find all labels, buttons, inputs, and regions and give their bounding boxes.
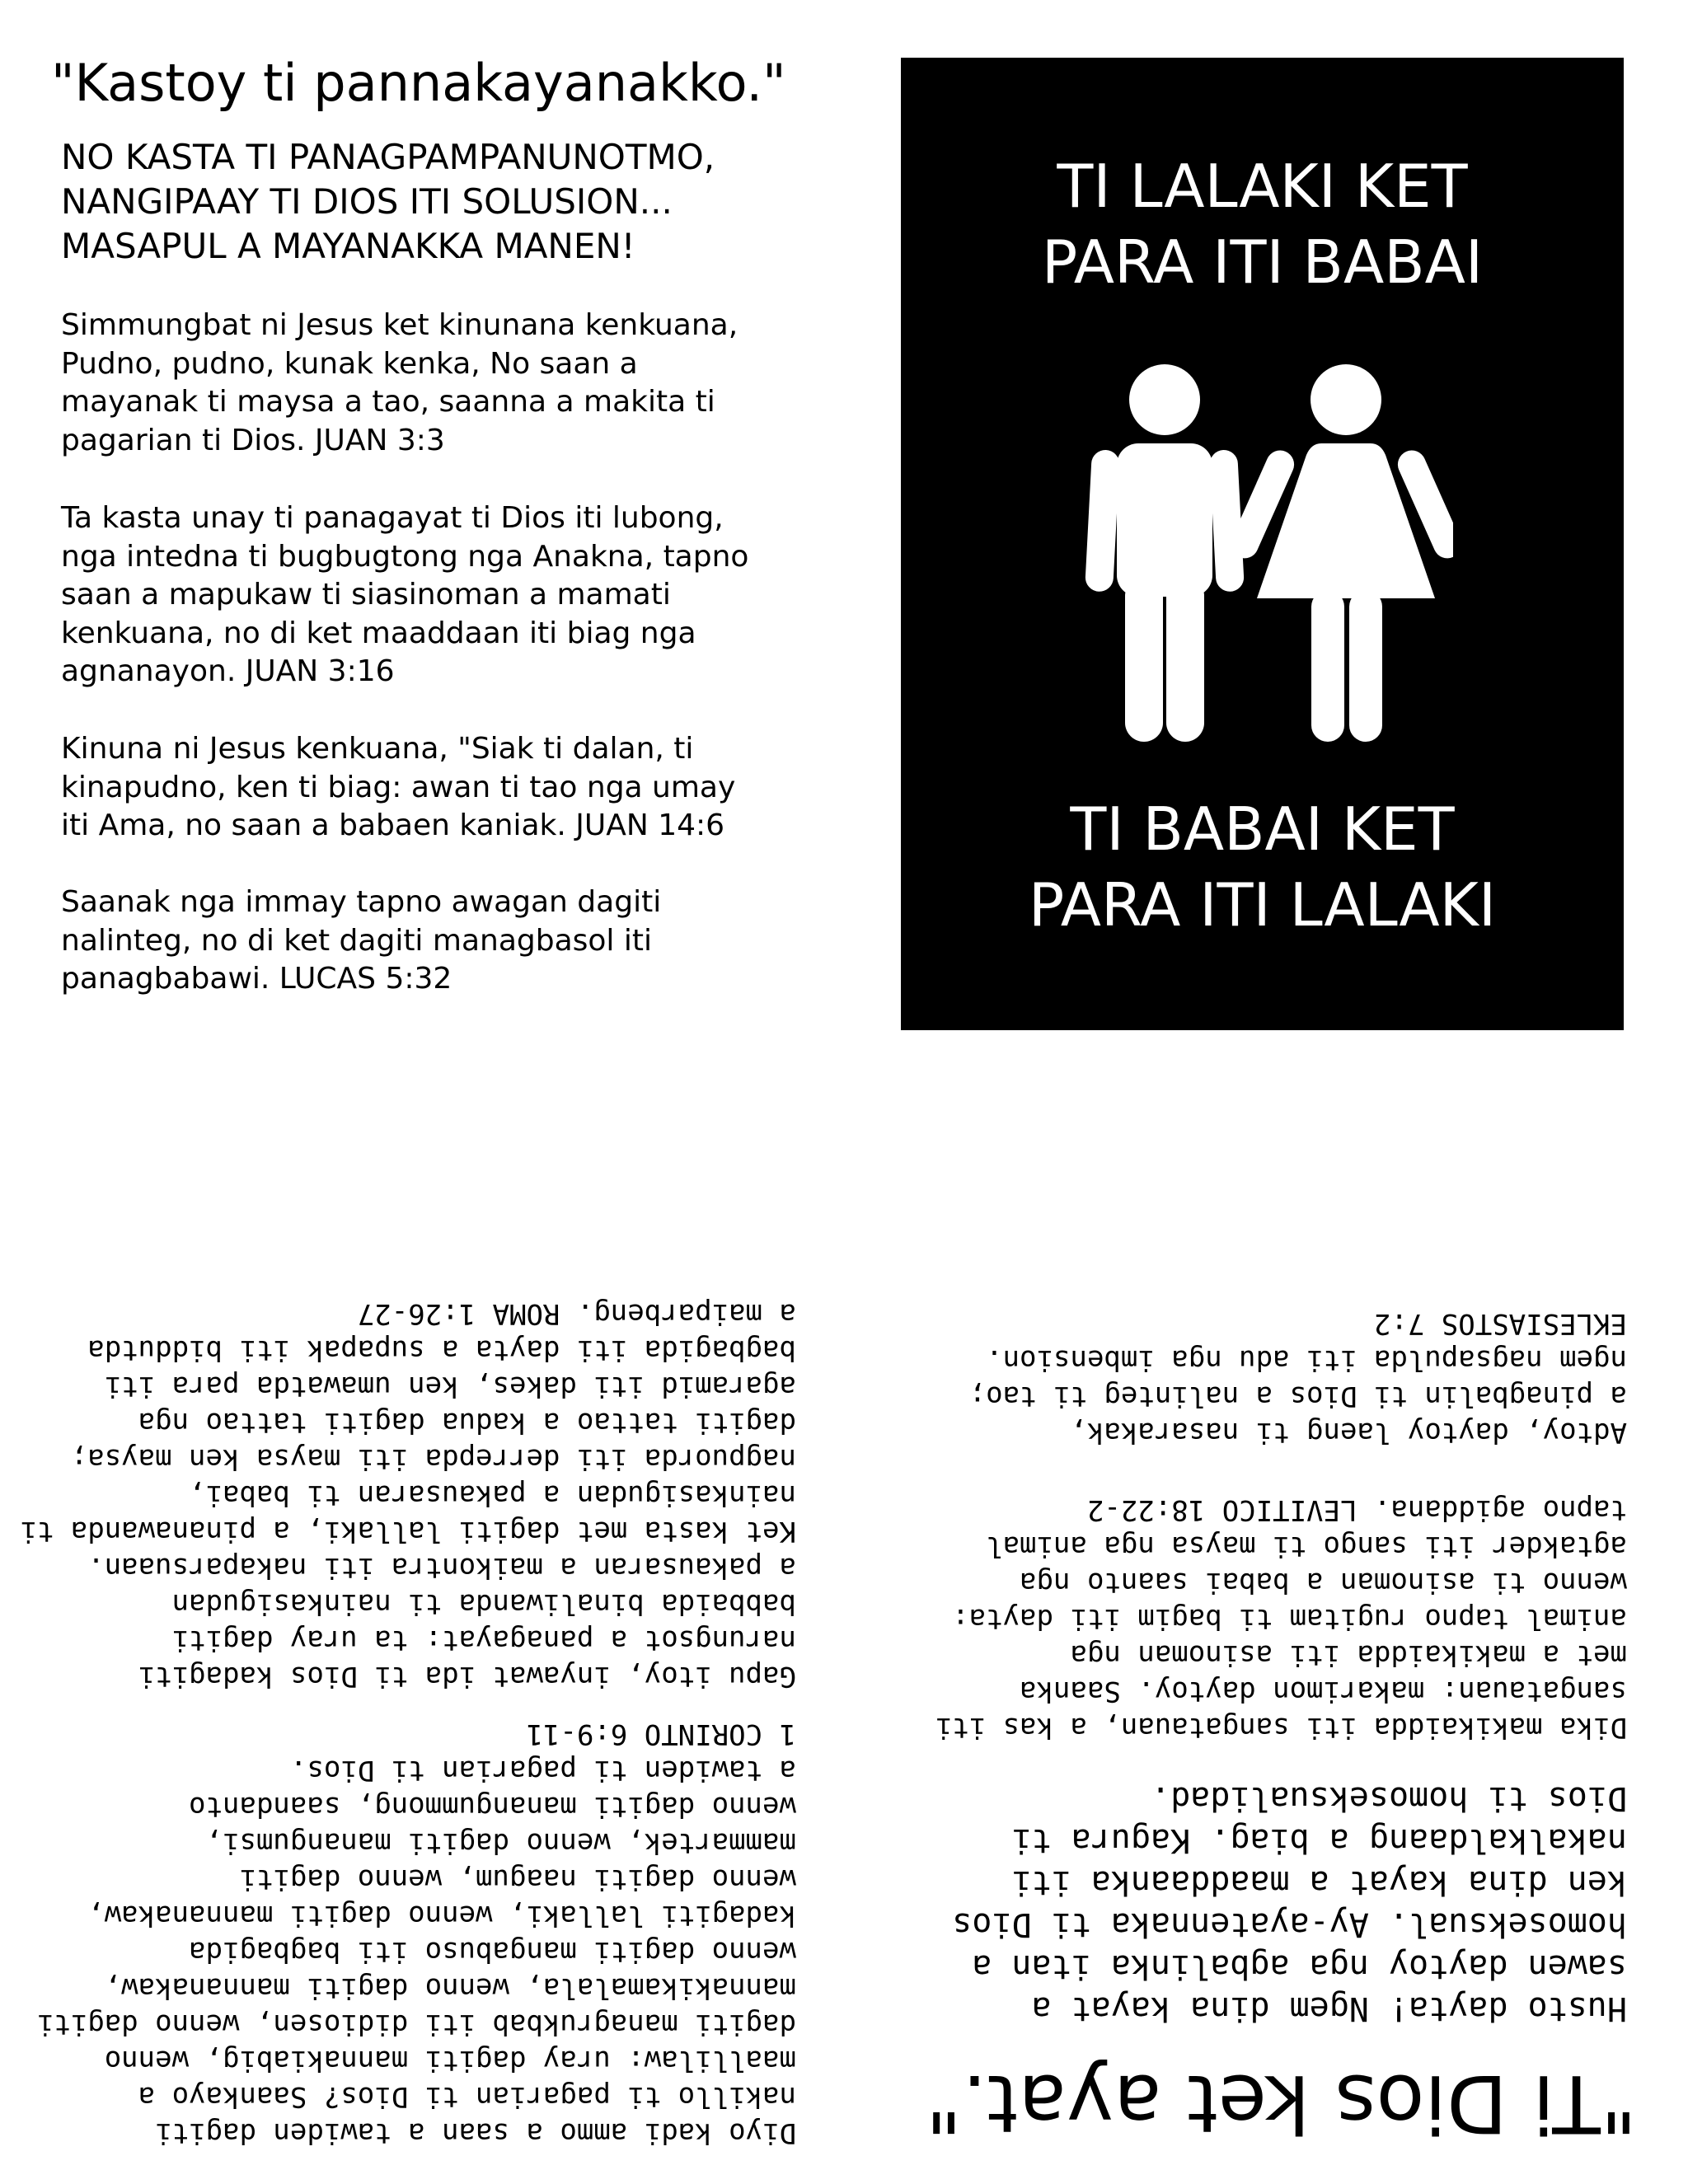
verse-line: Dika makikaidda iti sangatauan, a kas iti bbox=[935, 1711, 1627, 1744]
verse-line: dagiti managrukbab iti didiosen, wenno dagiti bbox=[36, 2008, 796, 2041]
verse-line: mayanak ti maysa a tao, saanna a makita ti bbox=[61, 385, 715, 419]
verse-line: a pinagbalin ti Dios a nalinteg ti tao; bbox=[968, 1380, 1627, 1413]
verse-line: ngem nagsapulda iti adu nga imbension. bbox=[986, 1343, 1627, 1376]
verse-juan-14-6 bbox=[61, 730, 735, 846]
verse-juan-3-3 bbox=[61, 307, 738, 460]
verse-line: narungsot a panagayat: ta uray dagiti bbox=[171, 1624, 796, 1657]
verse-1-corinto bbox=[37, 1716, 796, 2151]
heading-line: NANGIPAAY TI DIOS ITI SOLUSION... bbox=[61, 181, 673, 222]
verse-line: Simmungbat ni Jesus ket kinunana kenkuana, bbox=[61, 308, 738, 342]
poster-line: TI BABAI KET bbox=[1070, 794, 1455, 864]
verse-line: agtakder iti sango ti maysa nga animal bbox=[986, 1530, 1627, 1563]
lead-line: Husto dayta! Ngem dina kayat a bbox=[1031, 1990, 1627, 2027]
verse-levitico bbox=[935, 1492, 1627, 1746]
verse-line: Kinuna ni Jesus kenkuana, "Siak ti dalan, ti bbox=[61, 732, 694, 766]
verse-line: wenno dagiti manangummong, saandanto bbox=[189, 1790, 796, 1823]
lead-line: homoseksual. Ay-ayatennaka ti Dios bbox=[952, 1905, 1627, 1943]
verse-roma bbox=[20, 1296, 796, 1694]
verse-line: nakillo ti pagarian ti Dios? Saankayo a bbox=[138, 2080, 796, 2113]
verse-line: a maiparbeng. ROMA 1:26-27 bbox=[357, 1297, 796, 1330]
verse-line: Diyo kadi ammo a saan a tawiden dagiti bbox=[155, 2116, 796, 2149]
poster-line: TI LALAKI KET bbox=[1057, 152, 1468, 221]
verse-line: Ket kasta met dagiti lallaki, a pinanawanda ti bbox=[20, 1515, 796, 1548]
verse-line: nainkasigudan a pakausaran ti babai, bbox=[189, 1479, 796, 1511]
verse-line: saan a mapukaw ti siasinoman a mamati bbox=[61, 578, 671, 612]
top-left-quote: "Kastoy ti pannakayanakko." bbox=[51, 53, 786, 113]
bottom-right-lead bbox=[952, 1777, 1627, 2029]
verse-line: wenno dagiti naagum, wenno dagiti bbox=[239, 1863, 796, 1896]
poster-line: PARA ITI BABAI bbox=[1041, 227, 1484, 297]
verse-line: Saanak nga immay tapno awagan dagiti bbox=[61, 885, 662, 919]
verse-line: tapno agiddana. LEVITICO 18:22-2 bbox=[1086, 1493, 1627, 1526]
lead-line: nakalkaldaang a biag. Kagura ti bbox=[1011, 1821, 1627, 1859]
verse-line: animal tapno rugitam ti bagim iti dayta: bbox=[952, 1602, 1627, 1635]
man-icon bbox=[1085, 364, 1245, 742]
verse-line: agaramid iti dakes, ken umawatda para iti bbox=[104, 1370, 796, 1403]
top-left-heading bbox=[61, 135, 715, 269]
heading-line: MASAPUL A MAYANAKKA MANEN! bbox=[61, 226, 635, 266]
poster-line: PARA ITI LALAKI bbox=[1028, 870, 1497, 940]
verse-line: bagbagida iti dayta a supapak iti biddutda bbox=[87, 1333, 796, 1366]
verse-line: Gapu itoy, inyawat ida ti Dios kadagiti bbox=[138, 1660, 796, 1693]
verse-eklesiastos bbox=[969, 1305, 1627, 1451]
verse-line: met a makikaidda iti asinoman nga bbox=[1070, 1638, 1627, 1671]
lead-line: Dios ti homoseksualidad. bbox=[1151, 1779, 1627, 1817]
verse-line: nagpuorda iti derrepda iti maysa ken maysa; bbox=[70, 1442, 796, 1475]
verse-line: sangatauan: makarimon daytoy. Saanka bbox=[1020, 1675, 1627, 1708]
lead-line: ken dina kayat a maaddaanka iti bbox=[1011, 1863, 1627, 1901]
verse-line: Pudno, pudno, kunak kenka, No saan a bbox=[61, 346, 638, 381]
verse-line: nga intedna ti bugbugtong nga Anakna, tapno bbox=[61, 539, 749, 574]
verse-line: panagbabawi. LUCAS 5:32 bbox=[61, 962, 452, 996]
poster-panel bbox=[901, 58, 1624, 1030]
verse-line: mannakikamalala, wenno dagiti mannanakaw, bbox=[104, 1971, 796, 2004]
verse-line: 1 CORINTO 6:9-11 bbox=[526, 1718, 796, 1750]
verse-lucas-5-32 bbox=[61, 883, 661, 999]
heading-line: NO KASTA TI PANAGPAMPANUNOTMO, bbox=[61, 137, 715, 177]
verse-line: a pakausaran a maikontra iti nakaparsuaan. bbox=[87, 1551, 796, 1584]
lead-line: sawen daytoy nga agbalinka itan a bbox=[972, 1947, 1627, 1985]
verse-line: maallilaw: uray dagiti mannakiabig, wenno bbox=[104, 2044, 796, 2077]
upside-down-half bbox=[0, 1092, 1688, 2184]
verse-line: dagiti tattao a kadua dagiti tattao nga bbox=[138, 1406, 796, 1439]
verse-line: agnanayon. JUAN 3:16 bbox=[61, 654, 395, 688]
verse-line: babbaida binaliwanda ti nainkasigudan bbox=[171, 1587, 796, 1620]
verse-line: kenkuana, no di ket maaddaan iti biag nga bbox=[61, 616, 696, 650]
verse-line: EKLESIASTOS 7:2 bbox=[1373, 1307, 1627, 1340]
poster-bottom-title bbox=[901, 791, 1624, 943]
bottom-right-quote: "Ti Dios ket ayat." bbox=[925, 2057, 1637, 2149]
verse-line: nalinteg, no di ket dagiti managbasol iti bbox=[61, 923, 652, 958]
woman-icon bbox=[1226, 364, 1453, 742]
verse-line: Ta kasta unay ti panagayat ti Dios iti lubong, bbox=[61, 501, 724, 535]
verse-line: a tawiden ti pagarian ti Dios. bbox=[289, 1754, 796, 1787]
man-woman-figures bbox=[1074, 363, 1453, 742]
verse-line: wenno dagiti mangabuso iti bagbagida bbox=[189, 1935, 796, 1968]
verse-line: Adtoy, daytoy laeng ti nasarakak, bbox=[1070, 1416, 1627, 1449]
verse-juan-3-16 bbox=[61, 499, 748, 691]
poster-top-title bbox=[901, 148, 1624, 300]
verse-line: wenno ti asinoman a babai saanto nga bbox=[1020, 1566, 1627, 1599]
verse-line: kadagiti lallaki, wenno dagiti mannanakaw, bbox=[87, 1899, 796, 1932]
verse-line: pagarian ti Dios. JUAN 3:3 bbox=[61, 423, 445, 457]
verse-line: iti Ama, no saan a babaen kaniak. JUAN 14:6 bbox=[61, 808, 725, 842]
verse-line: kinapudno, ken ti biag: awan ti tao nga umay bbox=[61, 770, 736, 804]
verse-line: mammartek, wenno dagiti manangumsi, bbox=[205, 1826, 796, 1859]
